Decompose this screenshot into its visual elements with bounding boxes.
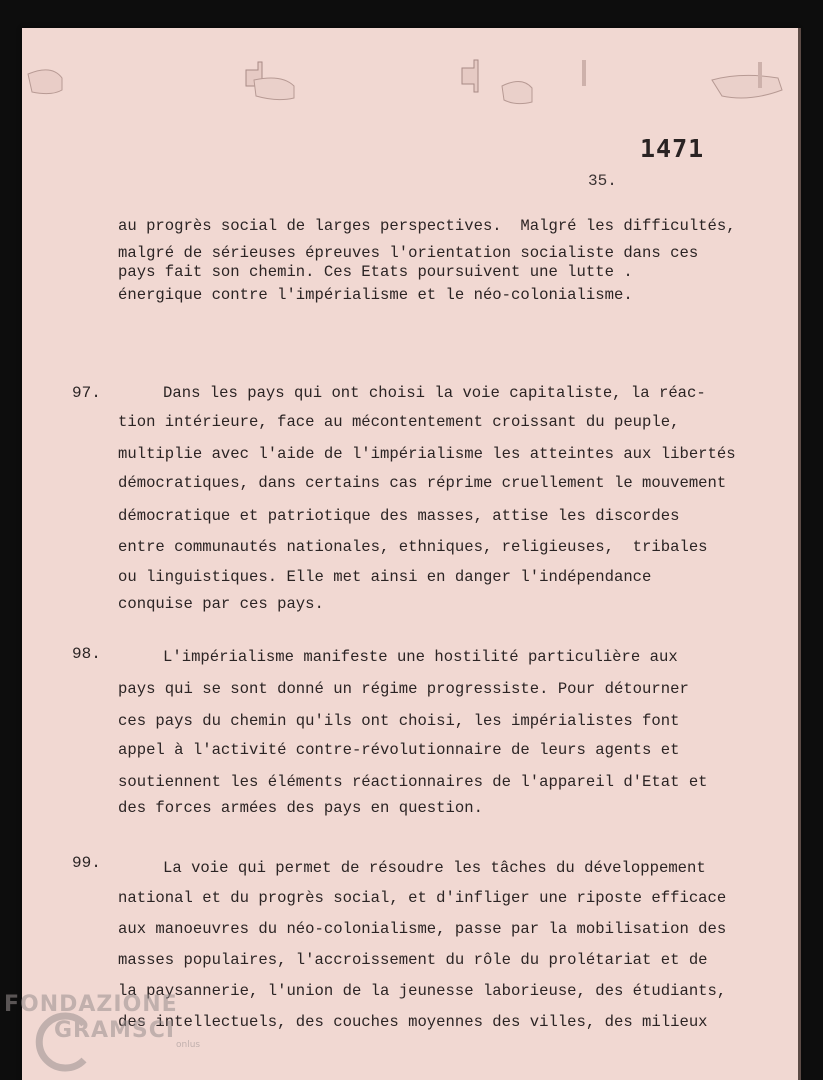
paragraph-line: des forces armées des pays en question.: [118, 799, 483, 817]
paragraph-line: appel à l'activité contre-révolutionnaire de leurs agents et: [118, 741, 680, 759]
paragraph-line: aux manoeuvres du néo-colonialisme, passe par la mobilisation des: [118, 920, 727, 938]
paragraph-line: ou linguistiques. Elle met ainsi en danger l'indépendance: [118, 568, 652, 586]
watermark-line-1: FONDAZIONE: [4, 992, 178, 1017]
page-edge: [798, 28, 801, 1080]
binding-tabs-graphic: [22, 56, 798, 106]
paragraph-line: conquise par ces pays.: [118, 595, 324, 613]
paragraph-number: 97.: [72, 384, 101, 402]
intro-line: au progrès social de larges perspectives. Malgré les difficultés,: [118, 217, 736, 235]
watermark-line-2: GRAMSCI: [54, 1018, 176, 1043]
intro-line: pays fait son chemin. Ces Etats poursuivent une lutte .: [118, 263, 633, 281]
document-number: 1471: [640, 134, 705, 163]
paragraph-line: la paysannerie, l'union de la jeunesse laborieuse, des étudiants,: [118, 982, 727, 1000]
paragraph-line: démocratiques, dans certains cas réprime cruellement le mouvement: [118, 474, 727, 492]
paragraph-line: pays qui se sont donné un régime progressiste. Pour détourner: [118, 680, 689, 698]
intro-line: malgré de sérieuses épreuves l'orientation socialiste dans ces: [118, 244, 699, 262]
paragraph-line: démocratique et patriotique des masses, attise les discordes: [118, 507, 680, 525]
paragraph-line: Dans les pays qui ont choisi la voie capitaliste, la réac-: [163, 384, 706, 402]
paragraph-line: soutiennent les éléments réactionnaires de l'appareil d'Etat et: [118, 773, 708, 791]
paragraph-line: tion intérieure, face au mécontentement croissant du peuple,: [118, 413, 680, 431]
paragraph-line: masses populaires, l'accroissement du rôle du prolétariat et de: [118, 951, 708, 969]
paragraph-number: 98.: [72, 645, 101, 663]
paragraph-number: 99.: [72, 854, 101, 872]
paragraph-line: ces pays du chemin qu'ils ont choisi, les impérialistes font: [118, 712, 680, 730]
paragraph-line: national et du progrès social, et d'infliger une riposte efficace: [118, 889, 727, 907]
paragraph-line: multiplie avec l'aide de l'impérialisme les atteintes aux libertés: [118, 445, 736, 463]
paragraph-line: La voie qui permet de résoudre les tâches du développement: [163, 859, 706, 877]
intro-line: énergique contre l'impérialisme et le néo-colonialisme.: [118, 286, 633, 304]
paragraph-line: entre communautés nationales, ethniques, religieuses, tribales: [118, 538, 708, 556]
watermark-suffix: onlus: [176, 1040, 201, 1050]
paragraph-line: des intellectuels, des couches moyennes des villes, des milieux: [118, 1013, 708, 1031]
punch-hole-strip: [22, 56, 798, 106]
page-number: 35.: [588, 172, 617, 190]
paragraph-line: L'impérialisme manifeste une hostilité particulière aux: [163, 648, 678, 666]
fondazione-gramsci-watermark: [4, 992, 204, 1072]
